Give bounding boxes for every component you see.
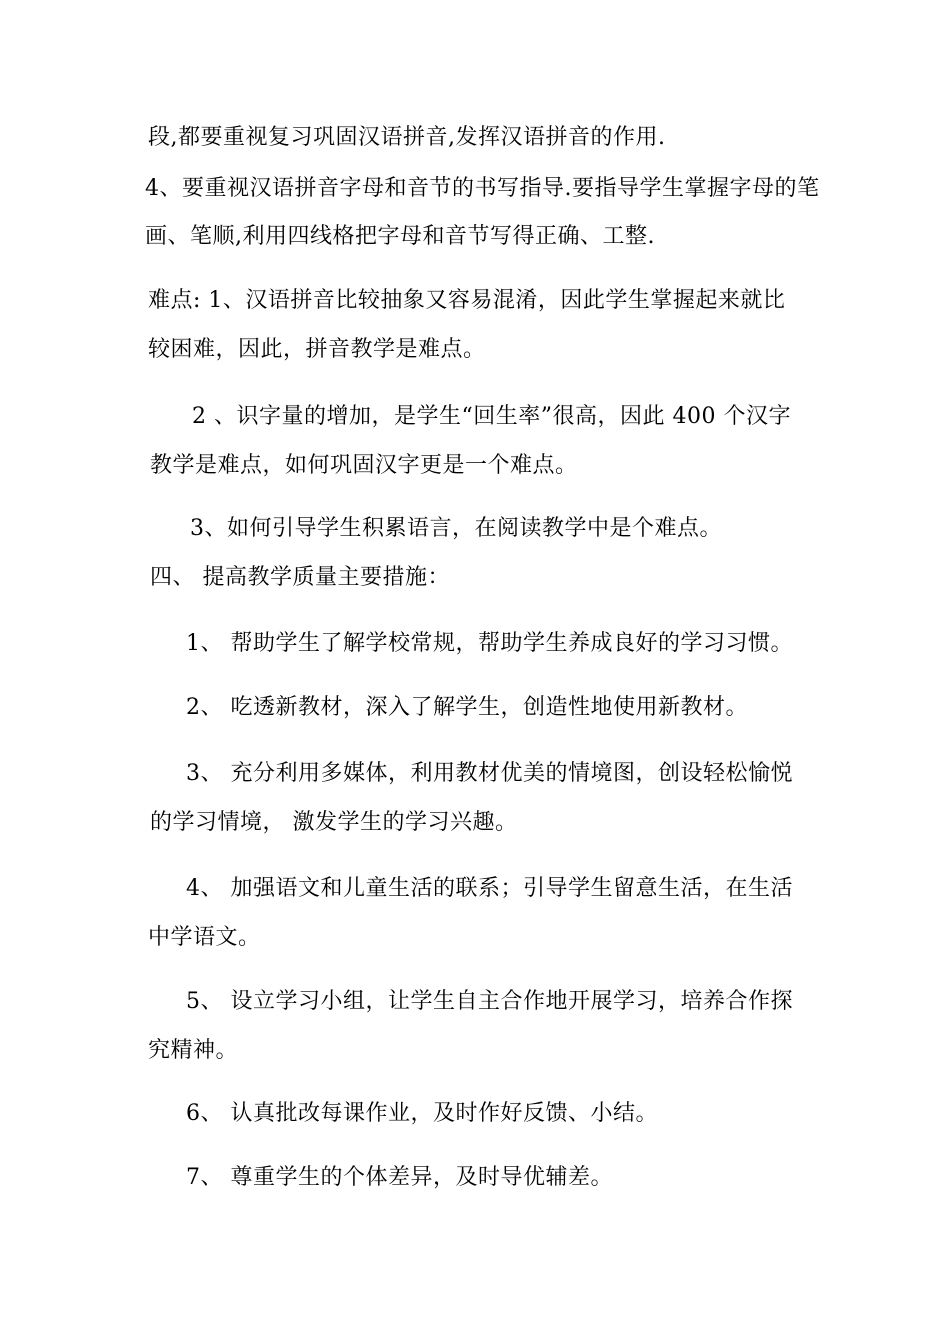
list-item: 1、 帮助学生了解学校常规，帮助学生养成良好的学习习惯。 [186, 631, 793, 656]
list-item: 4、 加强语文和儿童生活的联系；引导学生留意生活，在生活 [186, 876, 793, 901]
section-heading: 四、 提高教学质量主要措施： [150, 565, 450, 590]
text-line: 3、如何引导学生积累语言，在阅读教学中是个难点。 [190, 516, 722, 541]
text-line: 教学是难点，如何巩固汉字更是一个难点。 [150, 453, 578, 478]
list-item-continuation: 的学习情境， 激发学生的学习兴趣。 [150, 810, 518, 835]
list-item-continuation: 究精神。 [148, 1038, 239, 1063]
list-item: 5、 设立学习小组，让学生自主合作地开展学习，培养合作探 [186, 989, 793, 1014]
text-line: 画、笔顺,利用四线格把字母和音节写得正确、工整. [145, 224, 655, 249]
list-item: 3、 充分利用多媒体，利用教材优美的情境图，创设轻松愉悦 [186, 761, 793, 786]
list-item: 6、 认真批改每课作业，及时作好反馈、小结。 [186, 1101, 658, 1126]
text-line: 2 、识字量的增加，是学生“回生率”很高，因此 400 个汉字 [192, 404, 791, 429]
text-line: 较困难，因此，拼音教学是难点。 [148, 337, 486, 362]
text-line: 难点: 1、汉语拼音比较抽象又容易混淆，因此学生掌握起来就比 [148, 288, 786, 313]
list-item: 2、 吃透新教材，深入了解学生，创造性地使用新教材。 [186, 695, 748, 720]
list-item: 7、 尊重学生的个体差异，及时导优辅差。 [186, 1165, 613, 1190]
list-item-continuation: 中学语文。 [148, 925, 261, 950]
text-line: 段,都要重视复习巩固汉语拼音,发挥汉语拼音的作用. [148, 125, 666, 150]
text-line: 4、要重视汉语拼音字母和音节的书写指导.要指导学生掌握字母的笔 [145, 176, 820, 201]
